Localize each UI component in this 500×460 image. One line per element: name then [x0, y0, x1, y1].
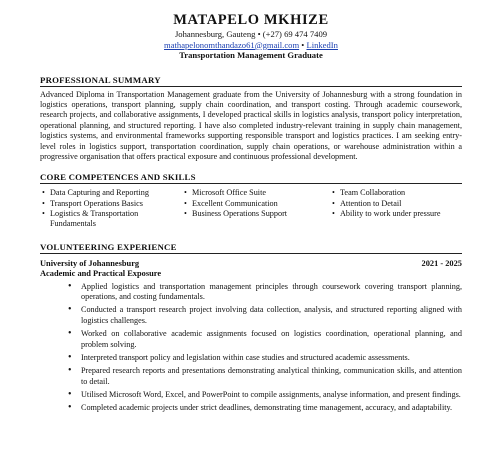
- email-link[interactable]: mathapelonomthandazo61@gmail.com: [164, 39, 300, 50]
- skill-item: • Data Capturing and Reporting: [40, 188, 182, 198]
- duty-item: • Completed academic projects under strict deadlines, demonstrating time management, accuracy, and adaptability.: [81, 403, 462, 414]
- skills-columns: [40, 188, 462, 229]
- skills-section: [40, 172, 462, 229]
- skill-item: • Business Operations Support: [182, 209, 330, 219]
- experience-role: Academic and Practical Exposure: [40, 269, 162, 279]
- summary-text: Advanced Diploma in Transportation Management graduate from the University of Johannesburg with a strong foundation in logistics operations, transport planning, supply chain coordination, and transport costing. Through academic coursework, research projects, and collaborative assignments, I developed practical skills in logistics analysis, transport policy interpretation, operational planning, and structured reporting. I have also completed industry-relevant training in supply chain management, logistics systems, and environmental frameworks supporting responsible transport and logistics practices. I am seeking entry-level roles in logistics support, transportation coordination, supply chain operations, or warehouse administration within a progressive organisation that offers practical exposure and continuous professional development.: [40, 89, 462, 161]
- duties-list: [40, 282, 462, 414]
- resume-header: [40, 0, 462, 61]
- duty-item: • Interpreted transport policy and legislation within case studies and structured academic assessments.: [81, 353, 462, 364]
- duty-item: • Conducted a transport research project involving data collection, analysis, and structured reporting aligned with logistics challenges.: [81, 305, 462, 326]
- experience-section: [40, 242, 462, 414]
- link-separator: •: [299, 39, 307, 50]
- summary-heading: PROFESSIONAL SUMMARY: [40, 75, 462, 87]
- candidate-name: MATAPELO MKHIZE: [173, 12, 329, 28]
- skills-heading: CORE COMPETENCES AND SKILLS: [40, 172, 462, 184]
- experience-dates: 2021 - 2025: [421, 258, 462, 268]
- duty-item: • Applied logistics and transportation management principles through coursework covering transport planning, operations, and costing fundamentals.: [81, 282, 462, 303]
- skill-item: • Logistics & Transportation Fundamentals: [40, 209, 182, 230]
- skill-item: • Team Collaboration: [330, 188, 450, 198]
- experience-org-row: [40, 259, 462, 270]
- skill-item: • Transport Operations Basics: [40, 199, 182, 209]
- headline: Transportation Management Graduate: [179, 50, 323, 60]
- contact-links: [40, 40, 462, 51]
- linkedin-link[interactable]: LinkedIn: [306, 39, 338, 50]
- skills-column-2: [182, 188, 330, 229]
- organisation-name: University of Johannesburg: [40, 258, 140, 268]
- skills-column-1: [40, 188, 182, 229]
- summary-section: [40, 75, 462, 163]
- skill-item: • Microsoft Office Suite: [182, 188, 330, 198]
- duty-item: • Utilised Microsoft Word, Excel, and PowerPoint to compile assignments, analyse information, and present findings.: [81, 390, 462, 401]
- skills-column-3: [330, 188, 450, 229]
- duty-item: • Prepared research reports and presentations demonstrating analytical thinking, communication skills, and attention to detail.: [81, 366, 462, 387]
- experience-heading: VOLUNTEERING EXPERIENCE: [40, 242, 462, 254]
- contact-line: Johannesburg, Gauteng • (+27) 69 474 7409: [174, 29, 328, 39]
- skill-item: • Excellent Communication: [182, 199, 330, 209]
- skill-item: • Ability to work under pressure: [330, 209, 450, 219]
- skill-item: • Attention to Detail: [330, 199, 450, 209]
- duty-item: • Worked on collaborative academic assignments focused on logistics coordination, operational planning, and problem solving.: [81, 329, 462, 350]
